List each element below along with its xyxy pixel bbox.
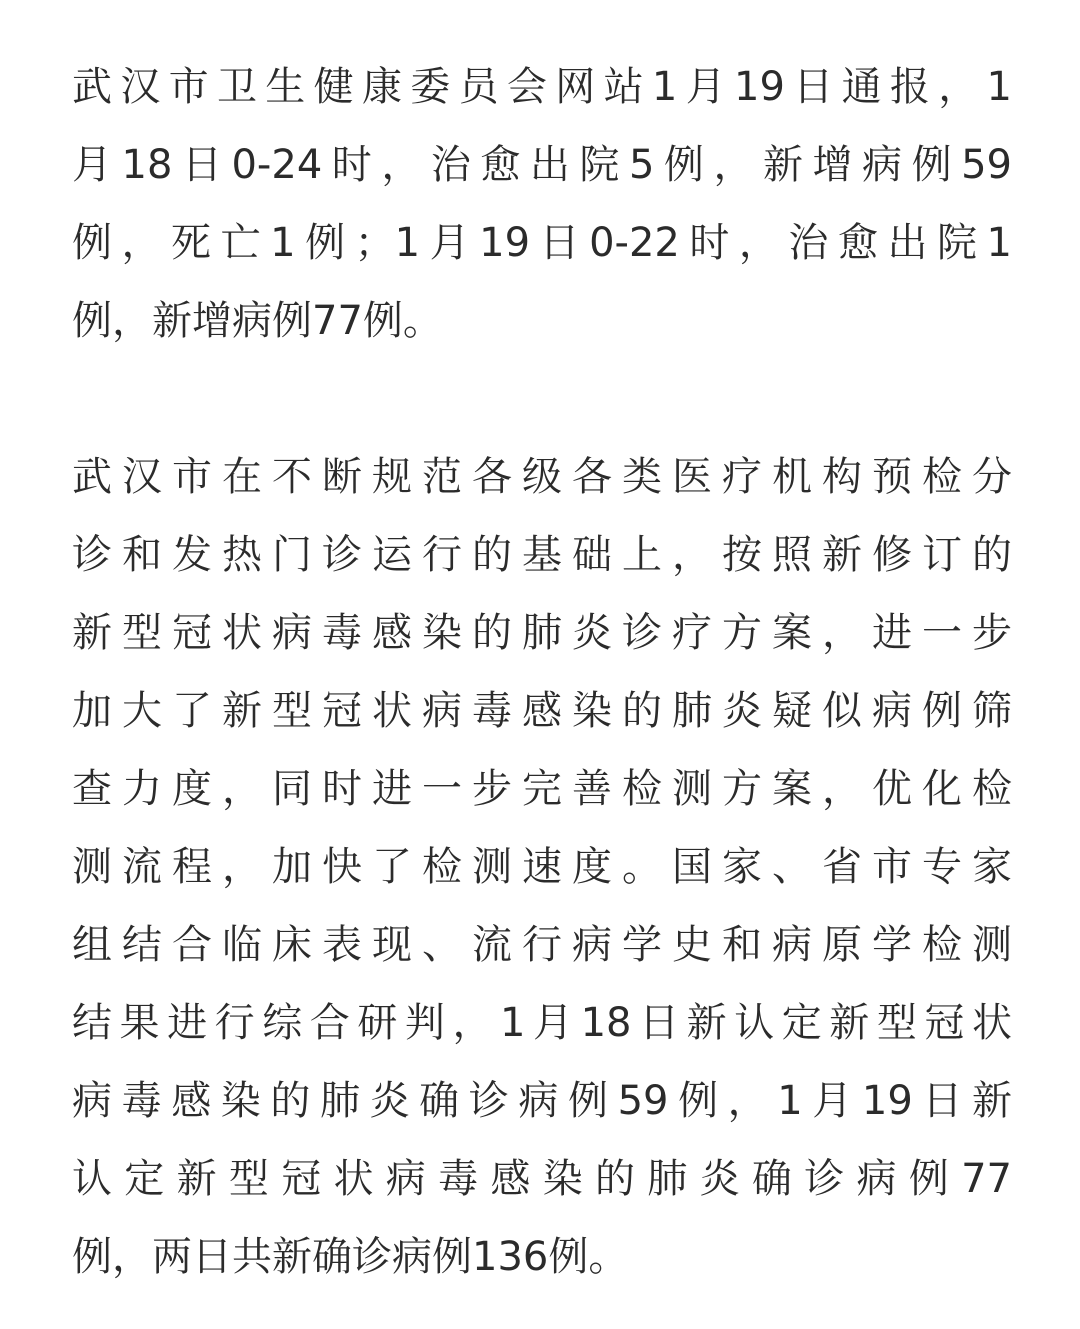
text-line: 武汉市卫生健康委员会网站1月19日通报，1	[72, 64, 1012, 110]
text-line: 认定新型冠状病毒感染的肺炎确诊病例77	[72, 1156, 1012, 1202]
text-line: 月18日0-24时，治愈出院5例，新增病例59	[72, 142, 1012, 188]
text-line: 结果进行综合研判，1月18日新认定新型冠状	[72, 1000, 1012, 1046]
text-line: 加大了新型冠状病毒感染的肺炎疑似病例筛	[72, 688, 1012, 734]
text-line: 查力度，同时进一步完善检测方案，优化检	[72, 766, 1012, 812]
text-line: 组结合临床表现、流行病学史和病原学检测	[72, 922, 1012, 968]
text-line: 新型冠状病毒感染的肺炎诊疗方案，进一步	[72, 610, 1012, 656]
text-line: 例，新增病例77例。	[72, 298, 443, 344]
text-line: 武汉市在不断规范各级各类医疗机构预检分	[72, 454, 1012, 500]
paragraph-2	[72, 438, 1012, 1296]
text-line: 例，死亡1例；1月19日0-22时，治愈出院1	[72, 220, 1012, 266]
text-line: 测流程，加快了检测速度。国家、省市专家	[72, 844, 1012, 890]
article-body	[72, 48, 1012, 1296]
text-line: 病毒感染的肺炎确诊病例59例，1月19日新	[72, 1078, 1012, 1124]
text-line: 诊和发热门诊运行的基础上，按照新修订的	[72, 532, 1012, 578]
paragraph-spacer	[72, 360, 1012, 438]
text-line: 例，两日共新确诊病例136例。	[72, 1234, 629, 1280]
paragraph-1	[72, 48, 1012, 360]
